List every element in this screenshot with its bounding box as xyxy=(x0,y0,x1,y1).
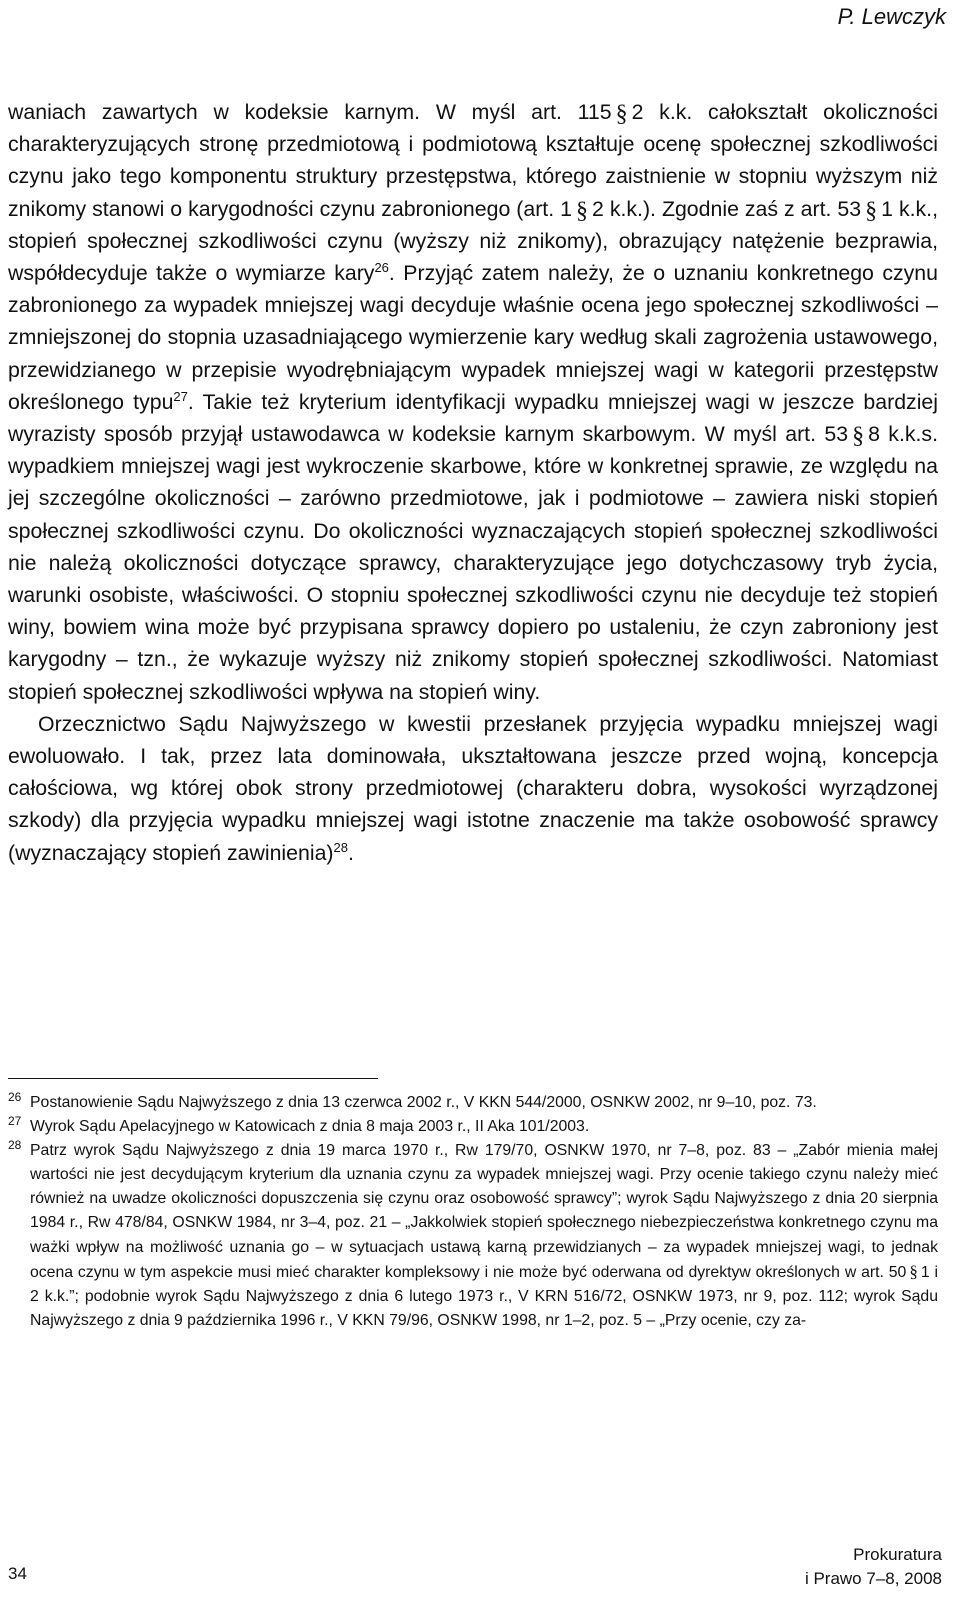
footnote-separator xyxy=(8,1078,378,1079)
footnote-text: Wyrok Sądu Apelacyjnego w Katowicach z dnia 8 maja 2003 r., II Aka 101/2003. xyxy=(30,1118,590,1136)
text-run: Orzecznictwo Sądu Najwyższego w kwestii przesłanek przyjęcia wypadku mniejszej wagi ewoluowało. I tak, przez lata dominowała, ukształtowana jeszcze przed wojną, koncepcja całościowa, wg której obok strony przedmiotowej (charakteru dobra, wysokości wyrządzonej szkody) dla przyjęcia wypadku mniejszej wagi istotne znaczenie ma także osobowość sprawcy (wyznaczający stopień zawinienia) xyxy=(8,711,938,865)
journal-issue: i Prawo 7–8, 2008 xyxy=(804,1569,942,1588)
footnote-26 xyxy=(8,1091,938,1115)
paragraph-1 xyxy=(8,96,938,708)
text-run: waniach zawartych w kodeksie karnym. W myśl art. 115 xyxy=(8,100,612,124)
text-run: 2 k.k. całokształt okoliczności charakteryzujących stronę przedmiotową i podmiotową kształtuje ocenę społecznej szkodliwości czynu jako tego komponentu struktury przestępstwa, którego zaistnienie w stopniu wyższym niż znikomy stanowi o karygodności czynu zabronionego (art. 1 xyxy=(8,100,938,221)
text-run: . Takie też kryterium identyfikacji wypadku mniejszej wagi w jeszcze bardziej wyrazisty sposób przyjął ustawodawca w kodeksie karnym skarbowym. W myśl art. 53 xyxy=(8,389,939,447)
footnote-text: 1 i 2 k.k.”; podobnie wyrok Sądu Najwyższego z dnia 6 lutego 1973 r., V KRN 516/72, OSNKW 1973, nr 9, poz. 112; wyrok Sądu Najwyższego z dnia 9 października 1996 r., V KKN 79/96, OSNKW 1998, nr 1–2, poz. 5 – „Przy ocenie, czy za- xyxy=(30,1263,938,1329)
text-run: . xyxy=(348,840,354,865)
text-run: . Przyjąć zatem należy, że o uznaniu konkretnego czynu zabronionego za wypadek mniejszej wagi decyduje właśnie ocena jego społecznej szkodliwości – zmniejszonej do stopnia uzasadniającego wymierzenie kary według skali zagrożenia ustawowego, przewidzianego w przepisie wyodrębniającym wypadek mniejszej wagi w kategorii przestępstw określonego typu xyxy=(8,261,938,414)
footnote-text: Patrz wyrok Sądu Najwyższego z dnia 19 marca 1970 r., Rw 179/70, OSNKW 1970, nr 7–8, poz. 83 – „Zabór mienia małej wartości nie jest decydującym kryterium dla uznania czynu za wypadek mniejszej wagi. Przy ocenie takiego czynu należy mieć również na uwadze okoliczności dopuszczenia się czynu oraz osobowość sprawcy”; wyrok Sądu Najwyższego z dnia 20 sierpnia 1984 r., Rw 478/84, OSNKW 1984, nr 3–4, poz. 21 – „Jakkolwiek stopień społecznego niebezpieczeństwa konkretnego czynu ma ważki wpływ na możliwość uznania go – w sytuacjach ustawą karną przewidzianych – za wypadek mniejszej wagi, to jednak ocena czynu w tym aspekcie musi mieć charakter kompleksowy i nie może być oderwana od dyrektyw określonych w art. 50 xyxy=(30,1142,938,1281)
page-number: 34 xyxy=(8,1564,27,1583)
journal-title: Prokuratura xyxy=(853,1545,942,1564)
footnote-number: 26 xyxy=(8,1090,22,1104)
main-text xyxy=(8,96,938,869)
paragraph-2 xyxy=(8,708,938,869)
footnote-number: 27 xyxy=(8,1114,22,1129)
running-header-author: P. Lewczyk xyxy=(837,4,946,29)
footnote-27 xyxy=(8,1115,938,1139)
footnote-28 xyxy=(8,1139,938,1333)
footnote-text: Postanowienie Sądu Najwyższego z dnia 13 czerwca 2002 r., V KKN 544/2000, OSNKW 2002, nr 9–10, poz. 73. xyxy=(30,1094,817,1111)
text-run: 2 k.k.). Zgodnie zaś z art. 53 xyxy=(591,196,862,221)
footnote-ref-27[interactable]: 27 xyxy=(173,388,188,404)
footnote-ref-28[interactable]: 28 xyxy=(333,839,348,855)
journal-footer xyxy=(805,1543,942,1591)
text-run: 8 k.k.s. wypadkiem mniejszej wagi jest wykroczenie skarbowe, które w konkretnej sprawie, ze względu na jej szczególne okoliczności – zarówno przedmiotowe, jak i podmiotowe – zawiera niski stopień społecznej szkodliwości czynu. Do okoliczności wyznaczających stopień społecznej szkodliwości nie należą okoliczności dotyczące sprawcy, charakteryzujące jego dotychczasowy tryb życia, warunki osobiste, właściwości. O stopniu społecznej szkodliwości czynu nie decyduje też stopień winy, bowiem wina może być przypisana sprawcy dopiero po ustaleniu, że czyn zabroniony jest karygodny – tzn., że wykazuje wyższy niż znikomy stopień społecznej szkodliwości. Natomiast stopień społecznej szkodliwości wpływa na stopień winy. xyxy=(8,422,938,704)
text-run: 1 k.k., stopień społecznej szkodliwości czynu (wyższy niż znikomy), obrazujący natężenie bezprawia, współdecyduje także o wymiarze kary xyxy=(8,196,938,286)
footnote-ref-26[interactable]: 26 xyxy=(374,259,389,275)
section-sign: § xyxy=(865,197,878,224)
section-sign: § xyxy=(909,1261,918,1281)
footnote-number: 28 xyxy=(8,1138,22,1153)
section-sign: § xyxy=(575,197,588,224)
footnotes xyxy=(8,1091,938,1333)
section-sign: § xyxy=(615,101,628,127)
section-sign: § xyxy=(852,423,865,450)
